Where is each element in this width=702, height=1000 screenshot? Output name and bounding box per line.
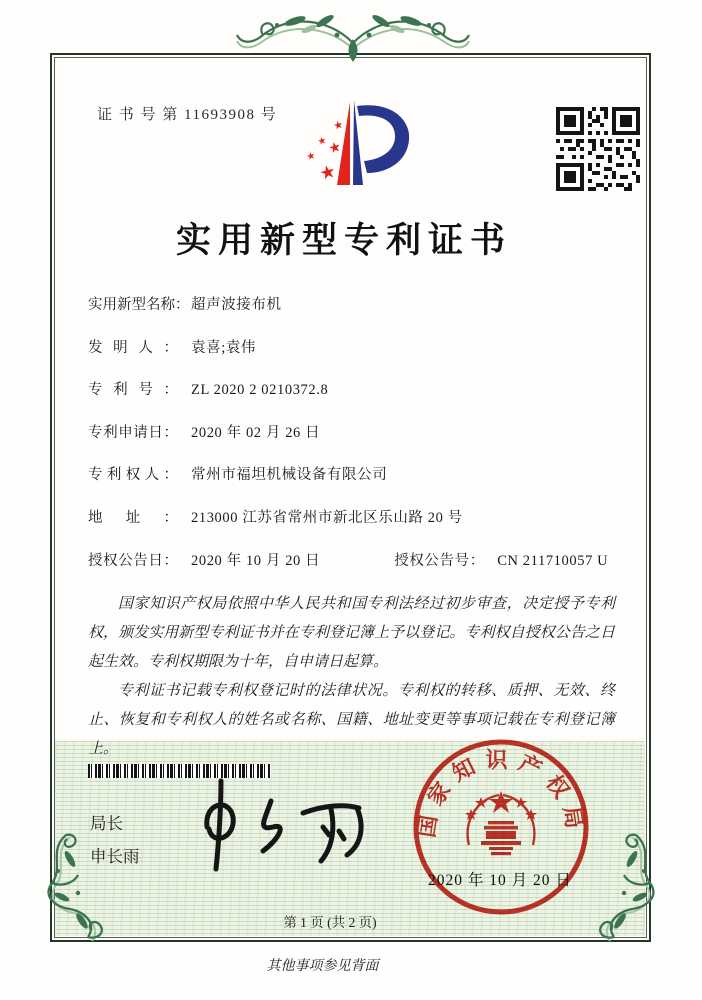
cnipa-logo-icon [287,92,422,197]
field-value: 213000 江苏省常州市新北区乐山路 20 号 [191,509,463,526]
certificate-fields [88,296,628,594]
field-value: 袁喜;袁伟 [191,339,257,356]
field-label: 授权公告日： [88,552,178,569]
field-row-grant [88,552,628,595]
director-name: 申长雨 [90,847,140,866]
field-value: ZL 2020 2 0210372.8 [191,382,329,399]
legal-paragraph-2: 专利证书记载专利权登记时的法律状况。专利权的转移、质押、无效、终止、恢复和专利权人的姓名或名称、国籍、地址变更等事项记载在专利登记簿上。 [88,683,615,757]
field-label: 专利申请日： [88,424,178,441]
seal-ring-text: 国家知识产权局 [413,747,589,840]
certificate-title: 实用新型专利证书 [175,221,512,260]
field-label: 授权公告号： [394,552,485,569]
field-value: 2020 年 02 月 26 日 [191,424,321,441]
field-label: 专利号： [88,382,178,399]
field-label: 发明人： [88,339,178,356]
qr-code-icon [556,107,640,191]
field-value: CN 211710057 U [497,552,609,569]
svg-text:★: ★ [327,139,344,158]
seal-date: 2020 年 10 月 20 日 [428,872,572,889]
field-label: 实用新型名称： [88,297,190,313]
national-emblem-icon [465,791,537,855]
field-row-patentee [88,466,628,509]
field-value: 2020 年 10 月 20 日 [191,552,321,569]
svg-text:★: ★ [305,150,317,164]
field-row-inventor [88,339,628,382]
svg-text:★: ★ [316,135,328,148]
svg-text:★: ★ [317,160,338,185]
top-garland-ornament [233,5,473,65]
legal-paragraph-1: 国家知识产权局依照中华人民共和国专利法经过初步审查，决定授予专利权，颁发实用新型专利证书并在专利登记簿上予以登记。专利权自授权公告之日起生效。专利权期限为十年，自申请日起算。 [88,596,615,670]
field-value: 常州市福坦机械设备有限公司 [191,467,388,484]
director-signature-icon [185,775,370,875]
field-row-patent-no [88,381,628,424]
page-number: 第 1 页 (共 2 页) [283,915,377,930]
field-value: 超声波接布机 [191,297,282,313]
certificate-number: 证 书 号 第 11693908 号 [97,107,278,123]
director-title-label: 局长 [90,814,123,833]
field-row-filing-date [88,424,628,467]
field-row-address [88,509,628,552]
back-side-note: 其他事项参见背面 [266,959,379,974]
svg-text:★: ★ [332,118,345,133]
field-row-name [88,296,628,339]
field-label: 地址： [88,509,178,526]
field-label: 专利权人： [88,467,178,484]
official-seal-icon [391,717,611,937]
